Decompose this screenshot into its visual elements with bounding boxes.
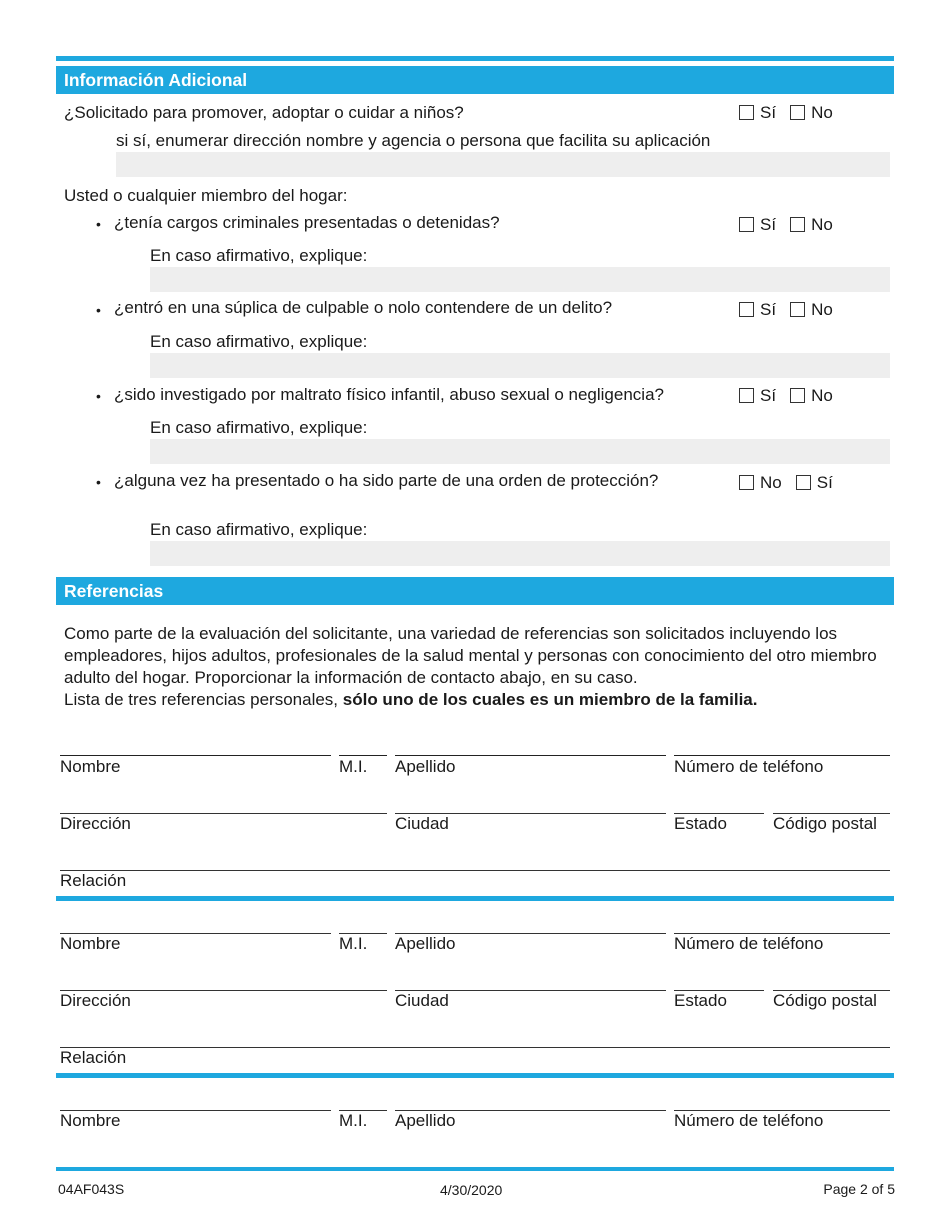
page-number: Page 2 of 5 (823, 1181, 895, 1197)
q4-no-label: No (811, 386, 833, 405)
q2-explain-field[interactable] (150, 267, 890, 292)
ref3-lastname-label: Apellido (395, 1111, 456, 1130)
q2-yes-checkbox[interactable] (739, 217, 754, 232)
question-protection-order: ¿alguna vez ha presentado o ha sido parte de una orden de protección? (114, 471, 659, 490)
ref1-relation-field[interactable] (60, 870, 890, 871)
q4-yes-label: Sí (760, 386, 777, 405)
q3-explain-field[interactable] (150, 353, 890, 378)
ref2-city-label: Ciudad (395, 991, 449, 1010)
ref1-name-label: Nombre (60, 757, 121, 776)
q2-no-label: No (811, 215, 833, 234)
ref1-phone-field[interactable] (674, 755, 890, 756)
form-code: 04AF043S (58, 1181, 125, 1197)
ref2-mi-label: M.I. (339, 934, 368, 953)
section-header-additional-info: Información Adicional (56, 66, 894, 94)
ref2-address-label: Dirección (60, 991, 131, 1010)
q2-no-checkbox[interactable] (790, 217, 805, 232)
q4-explain-field[interactable] (150, 439, 890, 464)
question-child-abuse-investigation: ¿sido investigado por maltrato físico infantil, abuso sexual o negligencia? (114, 385, 664, 404)
q5-yes-label: Sí (816, 473, 833, 492)
q3-explain-label: En caso afirmativo, explique: (150, 332, 368, 351)
bullet-icon: • (96, 302, 101, 318)
q4-no-checkbox[interactable] (790, 388, 805, 403)
ref3-mi-label: M.I. (339, 1111, 368, 1130)
q4-yes-checkbox[interactable] (739, 388, 754, 403)
bullet-icon: • (96, 474, 101, 490)
references-list-prefix: Lista de tres referencias personales, (64, 690, 343, 709)
q5-no-checkbox[interactable] (739, 475, 754, 490)
q2-options (739, 215, 847, 235)
question-criminal-charges: ¿tenía cargos criminales presentadas o detenidas? (114, 213, 500, 232)
q5-yes-checkbox[interactable] (796, 475, 811, 490)
q3-no-checkbox[interactable] (790, 302, 805, 317)
bullet-icon: • (96, 216, 101, 232)
household-intro: Usted o cualquier miembro del hogar: (64, 186, 348, 205)
q1-sub-instruction: si sí, enumerar dirección nombre y agencia o persona que facilita su aplicación (116, 131, 711, 150)
q5-no-label: No (760, 473, 782, 492)
ref2-zip-label: Código postal (773, 991, 877, 1010)
ref2-relation-label: Relación (60, 1048, 127, 1067)
ref2-lastname-label: Apellido (395, 934, 456, 953)
references-list-bold: sólo uno de los cuales es un miembro de la familia. (342, 690, 758, 709)
q3-no-label: No (811, 300, 833, 319)
q2-explain-label: En caso afirmativo, explique: (150, 246, 368, 265)
ref1-lastname-label: Apellido (395, 757, 456, 776)
ref1-phone-label: Número de teléfono (674, 757, 824, 776)
form-date: 4/30/2020 (440, 1182, 503, 1198)
section-header-references: Referencias (56, 577, 894, 605)
q4-options (739, 386, 847, 406)
q3-yes-checkbox[interactable] (739, 302, 754, 317)
q2-yes-label: Sí (760, 215, 777, 234)
ref1-state-label: Estado (674, 814, 727, 833)
ref3-name-label: Nombre (60, 1111, 121, 1130)
ref1-zip-label: Código postal (773, 814, 877, 833)
ref2-relation-field[interactable] (60, 1047, 890, 1048)
q1-options (739, 103, 847, 123)
reference-divider (56, 1073, 894, 1078)
ref1-mi-label: M.I. (339, 757, 368, 776)
ref1-address-label: Dirección (60, 814, 131, 833)
bullet-icon: • (96, 388, 101, 404)
ref3-phone-label: Número de teléfono (674, 1111, 824, 1130)
q5-explain-field[interactable] (150, 541, 890, 566)
ref2-phone-label: Número de teléfono (674, 934, 824, 953)
ref1-city-label: Ciudad (395, 814, 449, 833)
references-paragraph: Como parte de la evaluación del solicitante, una variedad de referencias son solicitados incluyendo los empleadores, hijos adultos, profesionales de la salud mental y personas con conocimiento del otro miembro adulto del hogar. Proporcionar la información de contacto abajo, en su caso. (64, 624, 877, 687)
ref1-mi-field[interactable] (339, 755, 387, 756)
question-guilty-plea: ¿entró en una súplica de culpable o nolo contendere de un delito? (114, 298, 613, 317)
q1-yes-checkbox[interactable] (739, 105, 754, 120)
q1-yes-label: Sí (760, 103, 777, 122)
q5-options (739, 473, 847, 493)
q3-options (739, 300, 847, 320)
q1-no-label: No (811, 103, 833, 122)
q3-yes-label: Sí (760, 300, 777, 319)
footer-rule (56, 1167, 894, 1171)
ref2-name-label: Nombre (60, 934, 121, 953)
q1-no-checkbox[interactable] (790, 105, 805, 120)
reference-divider (56, 896, 894, 901)
question-foster-adopt: ¿Solicitado para promover, adoptar o cuidar a niños? (64, 103, 464, 122)
ref2-state-label: Estado (674, 991, 727, 1010)
top-rule (56, 56, 894, 61)
ref1-relation-label: Relación (60, 871, 127, 890)
ref1-name-field[interactable] (60, 755, 331, 756)
references-instructions (64, 623, 894, 711)
q5-explain-label: En caso afirmativo, explique: (150, 520, 368, 539)
ref1-lastname-field[interactable] (395, 755, 666, 756)
q1-answer-field[interactable] (116, 152, 890, 177)
q4-explain-label: En caso afirmativo, explique: (150, 418, 368, 437)
